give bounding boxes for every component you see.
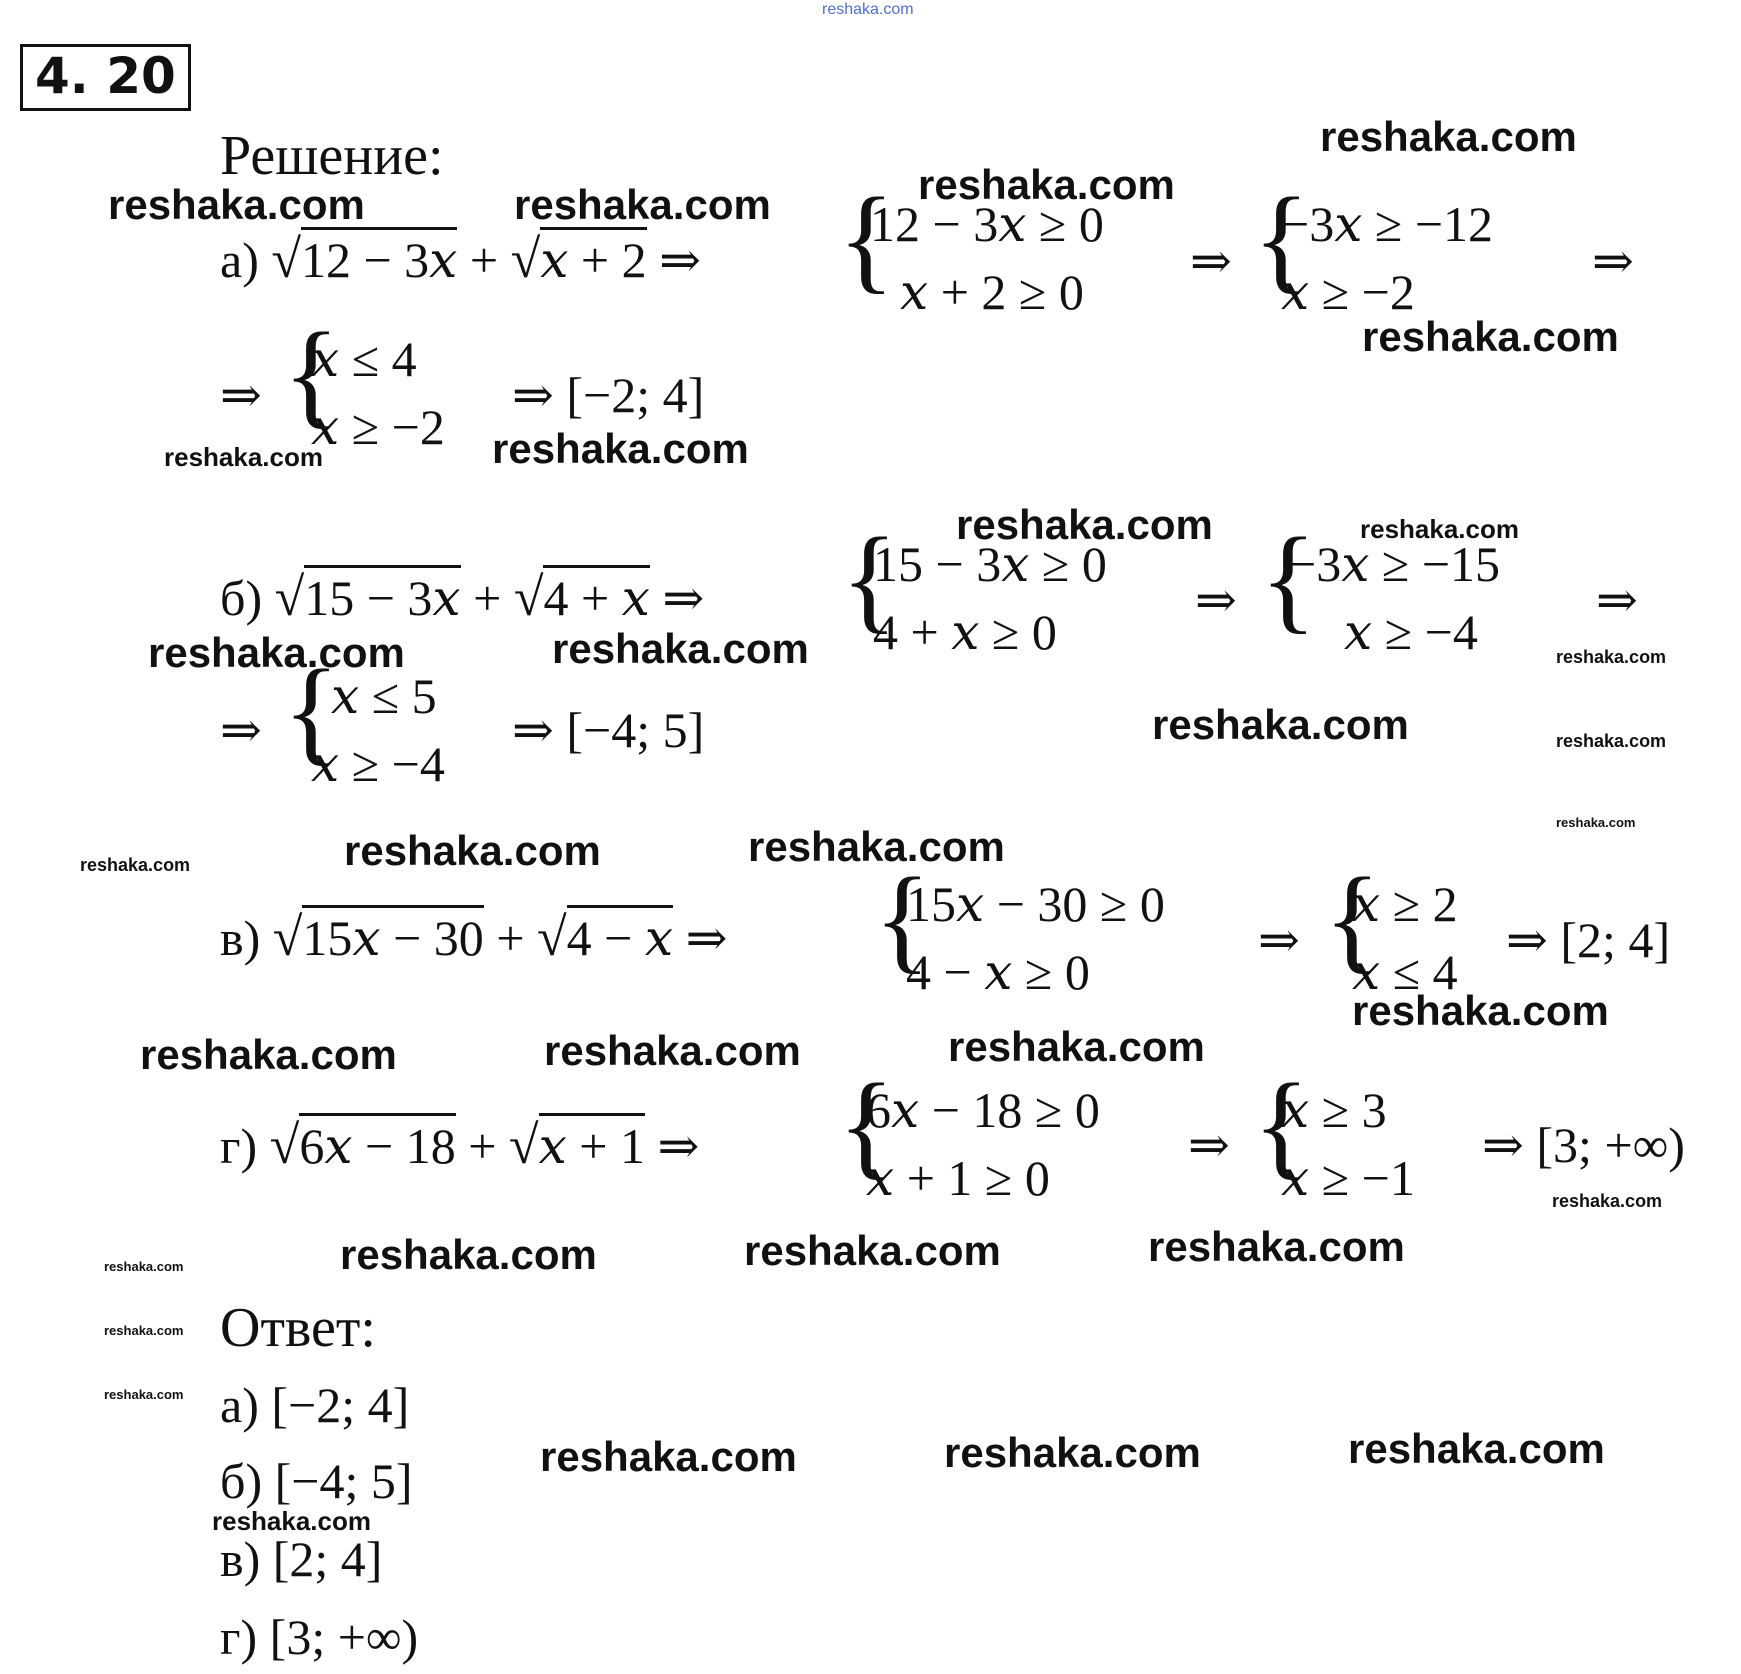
- watermark: reshaka.com: [492, 425, 749, 472]
- part-b-radicand-1: 15 − 3𝑥: [304, 565, 460, 626]
- watermark: reshaka.com: [1148, 1223, 1405, 1270]
- part-d-sys1-line2: 𝑥 + 1 ≥ 0: [866, 1150, 1050, 1206]
- brace-icon: {: [838, 1059, 895, 1190]
- implies-icon: ⇒: [1188, 1117, 1230, 1173]
- part-d-radicand-2: 𝑥 + 1: [539, 1113, 645, 1174]
- sqrt-icon: √: [513, 567, 544, 627]
- part-a-interval: [−2; 4]: [566, 367, 705, 423]
- part-c-system-2: [1324, 853, 1458, 1006]
- watermark: reshaka.com: [104, 1259, 184, 1274]
- answer-a-value: [−2; 4]: [271, 1377, 410, 1433]
- part-c-interval: [2; 4]: [1560, 912, 1671, 968]
- answer-a-label: а): [220, 1377, 259, 1433]
- implies-icon: ⇒: [1190, 233, 1232, 289]
- watermark: reshaka.com: [1348, 1425, 1605, 1472]
- brace-icon: {: [283, 308, 340, 439]
- watermark: reshaka.com: [1360, 514, 1519, 544]
- watermark: reshaka.com: [1362, 313, 1619, 360]
- part-a-sys3-line1: 𝑥 ≤ 4: [311, 331, 417, 387]
- brace-icon: {: [283, 645, 340, 776]
- part-d-sys1-line1: 6𝑥 − 18 ≥ 0: [866, 1082, 1100, 1138]
- watermark: reshaka.com: [1556, 731, 1667, 751]
- part-c-radicand-2: 4 − 𝑥: [567, 905, 673, 966]
- brace-icon: {: [1253, 1059, 1310, 1190]
- answer-a: [220, 1377, 410, 1433]
- answer-c: [220, 1531, 383, 1587]
- part-b-label: б): [220, 570, 263, 626]
- implies-icon: ⇒: [220, 367, 262, 423]
- watermark: reshaka.com: [344, 827, 601, 874]
- sqrt-icon: √: [508, 1115, 539, 1175]
- watermark: reshaka.com: [164, 442, 323, 472]
- implies-icon: ⇒: [659, 232, 702, 288]
- watermark: reshaka.com: [1556, 647, 1667, 667]
- implies-icon: ⇒: [1596, 572, 1638, 628]
- part-c-radicand-1: 15𝑥 − 30: [302, 905, 483, 966]
- part-a-sys1-line1: 12 − 3𝑥 ≥ 0: [870, 196, 1104, 252]
- part-d-system-1: [838, 1059, 1100, 1212]
- part-d-sys2-line2: 𝑥 ≥ −1: [1281, 1150, 1415, 1206]
- watermark: reshaka.com: [948, 1023, 1205, 1070]
- part-c-sys2-line1: 𝑥 ≥ 2: [1352, 876, 1458, 932]
- brace-icon: {: [1324, 853, 1381, 984]
- part-a-expression: [220, 229, 702, 289]
- part-c-label: в): [220, 910, 261, 966]
- plus-sign: +: [473, 570, 502, 626]
- watermark: reshaka.com: [1552, 1191, 1663, 1211]
- answer-d-value: [3; +∞): [269, 1609, 419, 1665]
- part-a-system-2: [1253, 173, 1494, 326]
- part-c-sys1-line1: 15𝑥 − 30 ≥ 0: [906, 876, 1165, 932]
- watermark: reshaka.com: [918, 161, 1175, 208]
- part-b-sys3-line2: 𝑥 ≥ −4: [311, 736, 445, 792]
- watermark: reshaka.com: [140, 1031, 397, 1078]
- watermark: reshaka.com: [744, 1227, 1001, 1274]
- part-d-radicand-1: 6𝑥 − 18: [299, 1113, 455, 1174]
- part-d-label: г): [220, 1118, 258, 1174]
- part-a-system-3: [283, 308, 445, 461]
- brace-icon: {: [841, 513, 898, 644]
- part-a-sys1-line2: 𝑥 + 2 ≥ 0: [900, 264, 1084, 320]
- sqrt-icon: √: [272, 907, 303, 967]
- implies-icon: ⇒: [662, 570, 705, 626]
- plus-sign: +: [496, 910, 525, 966]
- watermark: reshaka.com: [552, 625, 809, 672]
- part-b-sys3-line1: 𝑥 ≤ 5: [331, 668, 437, 724]
- watermark: reshaka.com: [540, 1433, 797, 1480]
- part-d-expression: [220, 1115, 700, 1175]
- brace-icon: {: [1253, 173, 1310, 304]
- part-b-sys2-line1: −3𝑥 ≥ −15: [1288, 536, 1501, 592]
- watermark: reshaka.com: [1556, 815, 1636, 830]
- watermark: reshaka.com: [944, 1429, 1201, 1476]
- watermark: reshaka.com: [148, 629, 405, 676]
- part-b-sys1-line2: 4 + 𝑥 ≥ 0: [873, 604, 1057, 660]
- plus-sign: +: [469, 232, 499, 288]
- watermark: reshaka.com: [1320, 113, 1577, 160]
- part-a-radicand-1: 12 − 3𝑥: [301, 227, 457, 288]
- part-d-result: [1482, 1117, 1685, 1173]
- part-b-system-1: [841, 513, 1107, 666]
- watermark: reshaka.com: [104, 1323, 184, 1338]
- watermark: reshaka.com: [80, 855, 191, 875]
- implies-icon: ⇒: [1258, 912, 1300, 968]
- part-b-system-3: [283, 645, 445, 798]
- implies-icon: ⇒: [1592, 233, 1634, 289]
- part-b-result: [512, 702, 705, 758]
- brace-icon: {: [874, 853, 931, 984]
- part-b-expression: [220, 567, 705, 627]
- sqrt-icon: √: [537, 907, 567, 967]
- implies-icon: ⇒: [685, 910, 728, 966]
- problem-number: 4. 20: [20, 44, 191, 111]
- implies-icon: ⇒: [512, 702, 554, 758]
- sqrt-icon: √: [271, 229, 301, 289]
- part-a-sys2-line2: 𝑥 ≥ −2: [1281, 264, 1415, 320]
- implies-icon: ⇒: [220, 702, 262, 758]
- watermark: reshaka.com: [104, 1387, 184, 1402]
- part-a-sys3-line2: 𝑥 ≥ −2: [311, 399, 445, 455]
- implies-icon: ⇒: [657, 1118, 700, 1174]
- answer-d: [220, 1609, 419, 1665]
- part-c-sys1-line2: 4 − 𝑥 ≥ 0: [906, 944, 1090, 1000]
- implies-icon: ⇒: [1482, 1117, 1524, 1173]
- answer-b: [220, 1453, 413, 1509]
- part-c-result: [1506, 912, 1671, 968]
- watermark: reshaka.com: [544, 1027, 801, 1074]
- watermark: reshaka.com: [748, 823, 1005, 870]
- plus-sign: +: [468, 1118, 497, 1174]
- part-a-radicand-2: 𝑥 + 2: [540, 227, 646, 288]
- part-a-sys2-line1: −3𝑥 ≥ −12: [1281, 196, 1494, 252]
- answer-b-value: [−4; 5]: [274, 1453, 413, 1509]
- implies-icon: ⇒: [1506, 912, 1548, 968]
- part-a-result: [512, 367, 705, 423]
- watermark: reshaka.com: [212, 1506, 371, 1536]
- answer-b-label: б): [220, 1453, 263, 1509]
- answer-d-label: г): [220, 1609, 258, 1665]
- part-b-sys2-line2: 𝑥 ≥ −4: [1344, 604, 1478, 660]
- part-c-system-1: [874, 853, 1165, 1006]
- watermark: reshaka.com: [956, 501, 1213, 548]
- brace-icon: {: [1260, 513, 1317, 644]
- part-b-sys1-line1: 15 − 3𝑥 ≥ 0: [873, 536, 1107, 592]
- watermark: reshaka.com: [340, 1231, 597, 1278]
- sqrt-icon: √: [274, 567, 305, 627]
- part-b-interval: [−4; 5]: [566, 702, 705, 758]
- answer-c-label: в): [220, 1531, 261, 1587]
- part-b-radicand-2: 4 + 𝑥: [543, 565, 649, 626]
- implies-icon: ⇒: [1195, 572, 1237, 628]
- part-a-label: а): [220, 232, 259, 288]
- top-watermark: reshaka.com: [822, 1, 914, 18]
- part-c-expression: [220, 907, 728, 967]
- implies-icon: ⇒: [512, 367, 554, 423]
- part-d-sys2-line1: 𝑥 ≥ 3: [1281, 1082, 1387, 1138]
- sqrt-icon: √: [269, 1115, 300, 1175]
- part-d-interval: [3; +∞): [1536, 1117, 1685, 1173]
- watermark: reshaka.com: [108, 181, 365, 228]
- solution-heading: Решение:: [220, 125, 444, 187]
- sqrt-icon: √: [510, 229, 541, 289]
- watermark: reshaka.com: [1152, 701, 1409, 748]
- answer-heading: Ответ:: [220, 1297, 376, 1359]
- part-c-sys2-line2: 𝑥 ≤ 4: [1352, 944, 1458, 1000]
- watermark: reshaka.com: [514, 181, 771, 228]
- part-d-system-2: [1253, 1059, 1415, 1212]
- watermark: reshaka.com: [1352, 987, 1609, 1034]
- brace-icon: {: [838, 173, 895, 304]
- answer-c-value: [2; 4]: [272, 1531, 383, 1587]
